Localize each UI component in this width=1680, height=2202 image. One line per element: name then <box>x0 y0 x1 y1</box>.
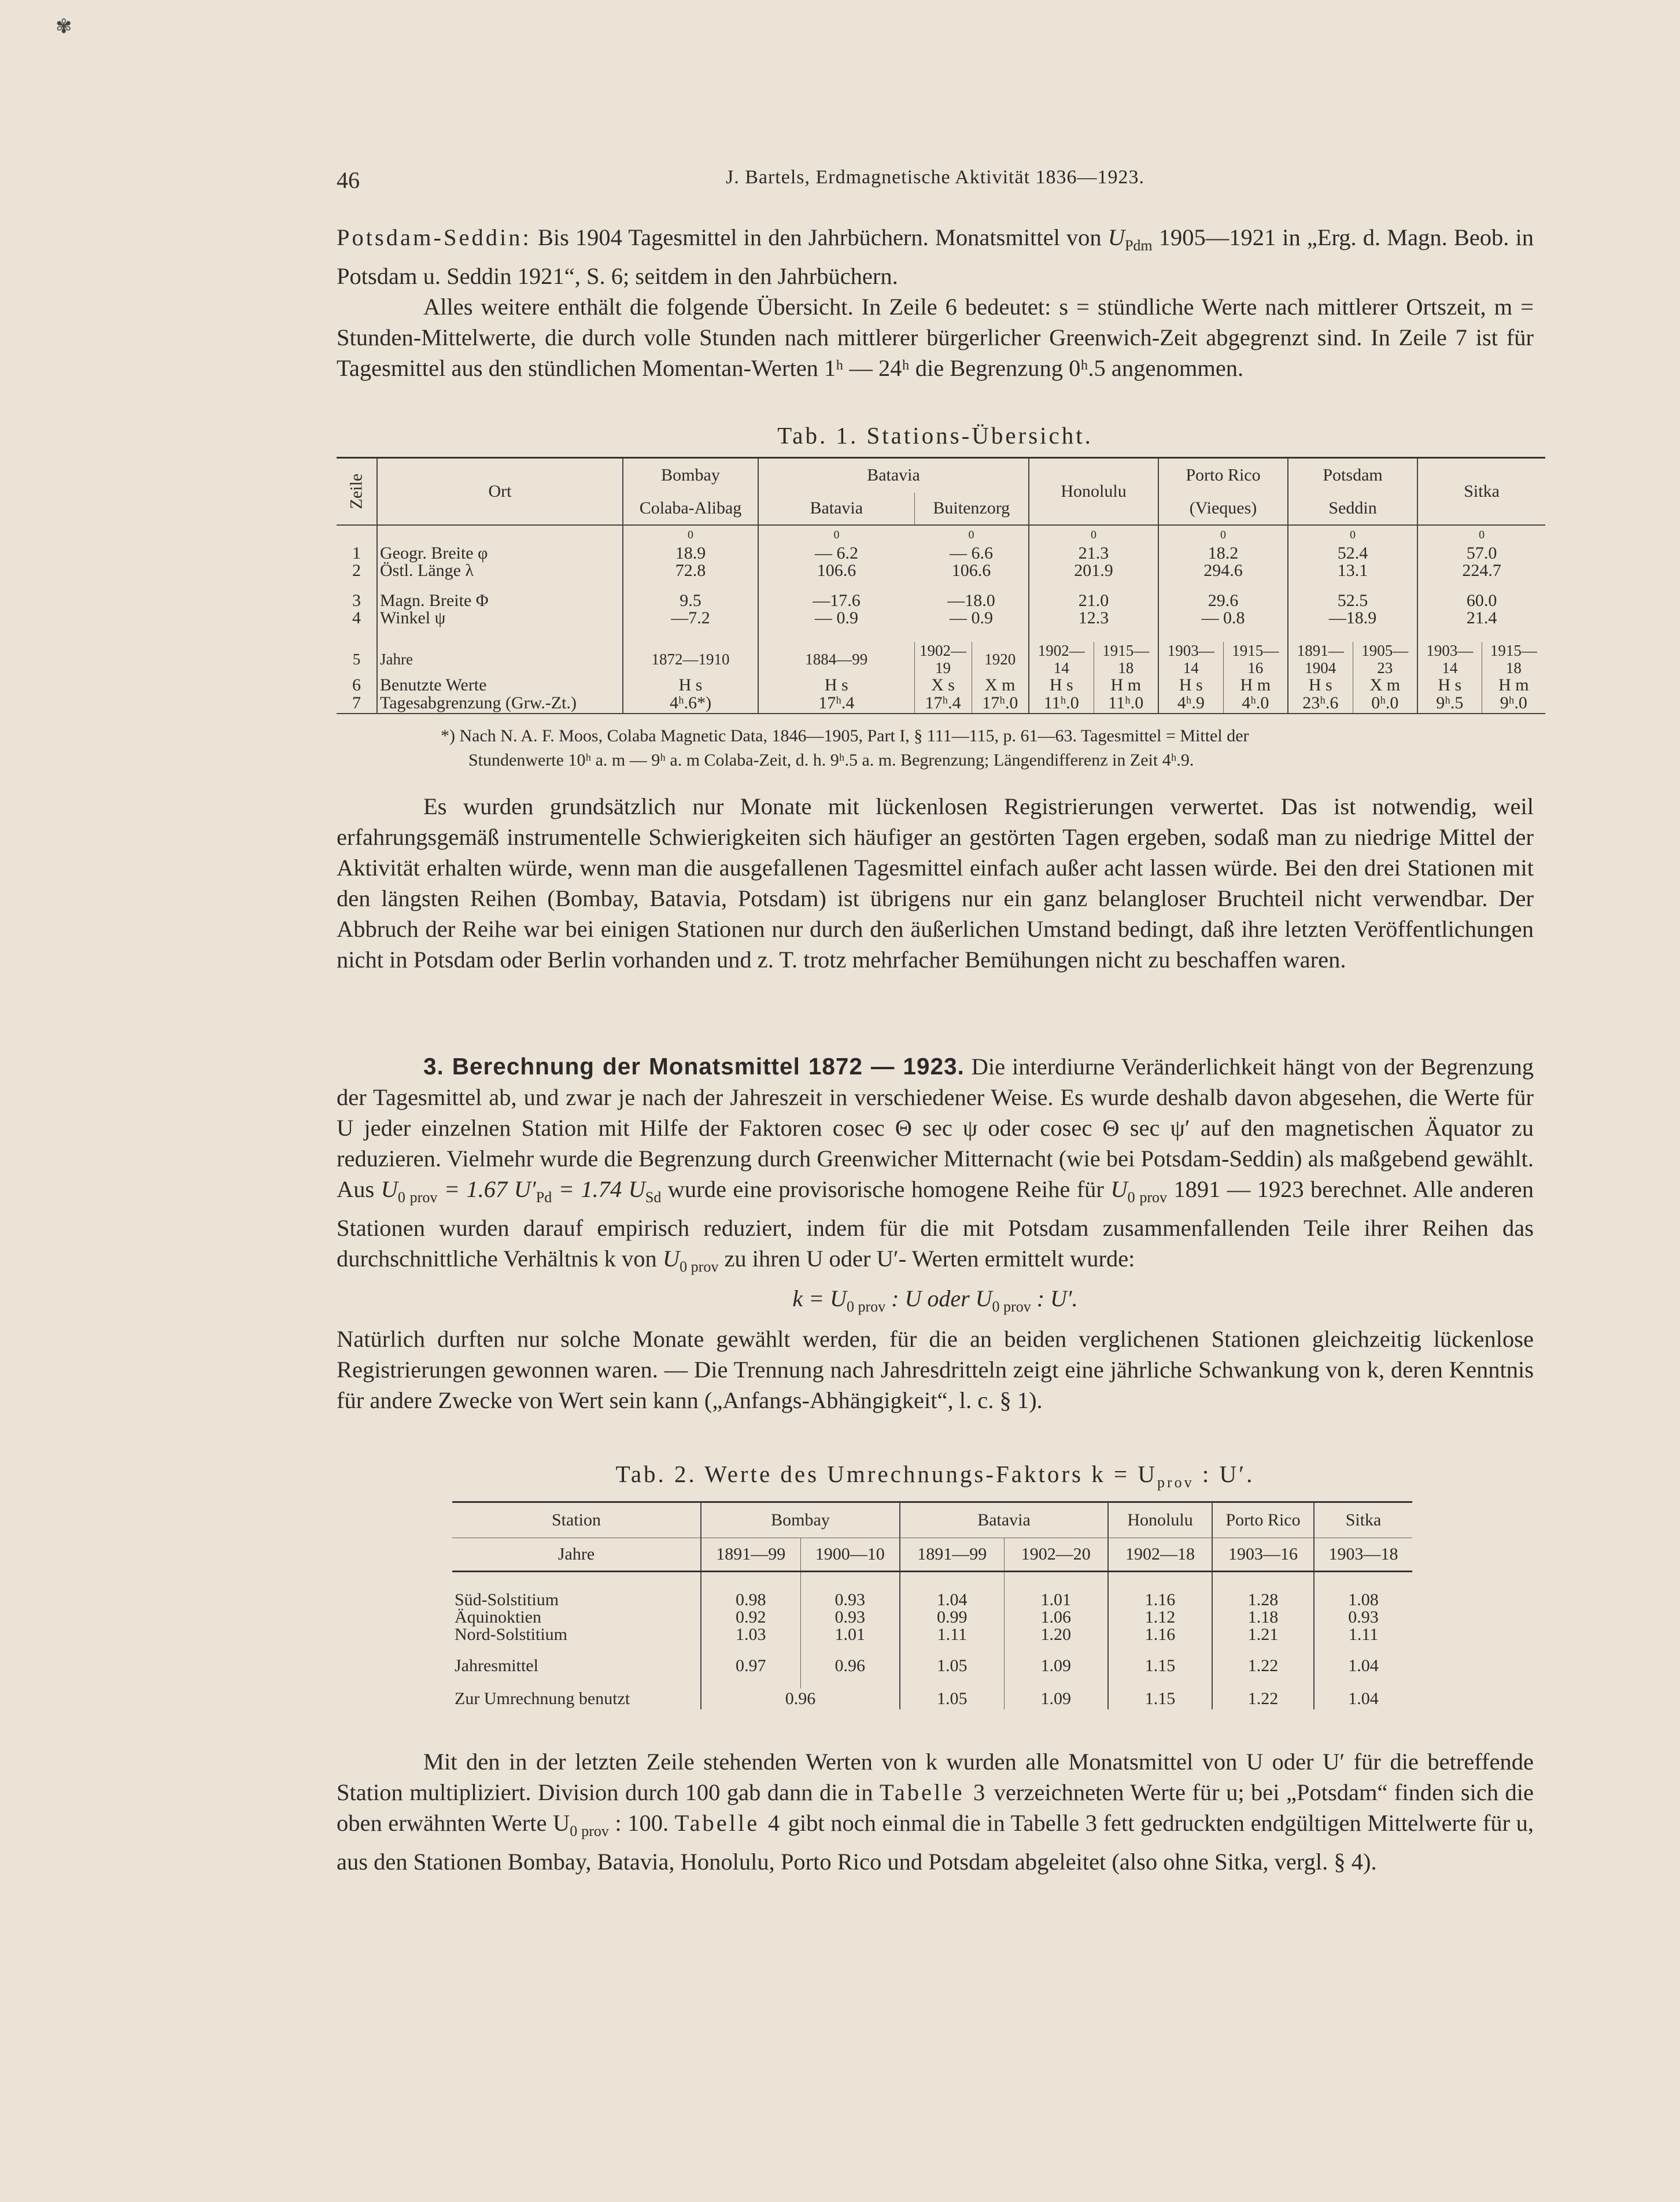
footnote-line-1: *) Nach N. A. F. Moos, Colaba Magnetic Data, 1846—1905, Part I, § 111—115, p. 61—63. Tagesmittel = Mittel der <box>441 726 1249 745</box>
sym-u0-2: U <box>1110 1176 1128 1202</box>
table1-caption-text: Tab. 1. Stations-Übersicht. <box>777 422 1093 449</box>
eq-part-b: = 1.74 U <box>552 1176 645 1202</box>
sym-u0-3: U <box>662 1246 680 1272</box>
t1-head-batavia: Batavia <box>758 458 1029 493</box>
section3-text-b: wurde eine provisorische homogene Reihe für <box>661 1176 1111 1202</box>
section3-paragraph <box>337 1051 1534 1282</box>
table1-block <box>337 457 1537 714</box>
t1-head-portorico: Porto Rico <box>1158 458 1288 493</box>
eq-part-a: = 1.67 U′ <box>437 1176 536 1202</box>
formula-k: $k = U_{0 prov}$ : U oder $U_{0 prov}$ : U′. <box>792 1285 1078 1316</box>
intro-text-b: 1905—1921 in „Erg. d. Magn. Beob. in Potsdam u. Seddin 1921“, S. 6; seitdem in den Jahrbüchern. <box>337 224 1534 290</box>
t1-head-portorico-sub: (Vieques) <box>1158 493 1288 525</box>
running-title: J. Bartels, Erdmagnetische Aktivität 1836—1923. <box>725 167 1145 188</box>
t1-row-2: 2 Östl. Länge λ 72.8 106.6 106.6 201.9 294.6 13.1 224.7 <box>337 562 1545 579</box>
t1-head-sitka: Sitka <box>1417 458 1545 525</box>
t2-head-sitka: Sitka <box>1314 1502 1412 1538</box>
t2-head-bombay: Bombay <box>701 1502 900 1538</box>
closing-paragraph: Mit den in der letzten Zeile stehenden Werten von k wurden alle Monatsmittel von U oder U′ für die betreffende Station multipliziert. Division durch 100 gab dann die in Tabelle 3 verzeichneten Werte für u; bei „Potsdam“ finden sich die oben erwähnten Werte $U_{0 prov}$ : 100. Tabelle 4 gibt noch einmal die in Tabelle 3 fett gedruckten endgültigen Mittelwerte für u, aus den Stationen Bombay, Batavia, Honolulu, Porto Rico und Potsdam abgeleitet (also ohne Sitka, vergl. § 4). <box>337 1749 1534 1875</box>
running-header <box>337 167 1534 195</box>
table2 <box>452 1501 1412 1709</box>
intro-block <box>337 222 1534 383</box>
section3-block <box>337 1051 1534 1416</box>
t1-row-4: 4 Winkel ψ —7.2 — 0.9 — 0.9 12.3 — 0.8 —18.9 21.4 <box>337 609 1545 627</box>
t1-head-honolulu: Honolulu <box>1029 458 1158 525</box>
t2-row-aequinoktien: Äquinoktien 0.92 0.93 0.99 1.06 1.12 1.18 0.93 <box>452 1609 1412 1626</box>
t2-head-honolulu: Honolulu <box>1108 1502 1212 1538</box>
t1-row-6: 6 Benutzte Werte H s H s X s X m H s H m H s H m H s X m H s H m <box>337 677 1545 694</box>
section3-text-a: Die interdiurne Veränderlichkeit hängt von der Begrenzung der Tagesmittel ab, und zwar je nach der Jahreszeit in verschiedener Weise. Es wurde deshalb davon abgesehen, die Werte für U jeder einzelnen Station mit Hilfe der Faktoren cosec Θ sec ψ oder cosec Θ sec ψ′ auf den magnetischen Äquator zu reduzieren. Vielmehr wurde die Begrenzung durch Greenwicher Mitternacht (wie bei Potsdam-Seddin) als maßgebend gewählt. Aus <box>337 1054 1534 1202</box>
sym-0prov-2: 0 prov <box>1127 1189 1167 1206</box>
t1-head-potsdam: Potsdam <box>1288 458 1417 493</box>
t2-head-batavia: Batavia <box>900 1502 1108 1538</box>
t2-head-portorico: Porto Rico <box>1212 1502 1314 1538</box>
t2-head-station: Station <box>551 1510 601 1529</box>
station-name: Potsdam-Seddin: <box>337 224 531 250</box>
paragraph-luecken: Es wurden grundsätzlich nur Monate mit lückenlosen Registrierungen verwertet. Das ist notwendig, weil erfahrungsgemäß instrumentelle Schwierigkeiten sich häufiger an gestörten Tagen ergeben, sodaß man zu niedrige Mittel der Aktivität erhalten würde, wenn man die ausgefallenen Tagesmittel einfach außer acht lassen würde. Bei den drei Stationen mit den längsten Reihen (Bombay, Batavia, Potsdam) ist übrigens nur ein ganz belangloser Bruchteil nicht verwendbar. Der Abbruch der Reihe war bei einigen Stationen nur durch den äußerlichen Umstand bedingt, daß ihre letzten Veröffentlichungen nicht in Potsdam oder Berlin vorhanden und z. T. trotz mehrfacher Bemühungen nicht zu beschaffen waren. <box>337 793 1534 973</box>
table1-footnote <box>441 724 1482 773</box>
t1-row-5: 5 Jahre 1872—1910 1884—99 1902—19 1920 1902—14 1915—18 1903—14 1915—16 1891—1904 1905—23 1903—14 1915—18 <box>337 642 1545 677</box>
sym-pd: Pd <box>536 1189 552 1206</box>
t1-row-3: 3 Magn. Breite Φ 9.5 —17.6 —18.0 21.0 29.6 52.5 60.0 <box>337 592 1545 609</box>
symbol-sub: Pdm <box>1124 237 1153 254</box>
table2-caption <box>337 1460 1534 1497</box>
table1 <box>337 457 1545 714</box>
t1-row-1: 1 Geogr. Breite φ 18.9 — 6.2 — 6.6 21.3 18.2 52.4 57.0 <box>337 545 1545 562</box>
sym-0prov-3: 0 prov <box>680 1258 719 1276</box>
t1-head-zeile: Zeile <box>337 458 377 525</box>
ref-tabelle-3: Tabelle 3 <box>879 1779 988 1805</box>
t1-head-batavia-sub2: Buitenzorg <box>914 493 1029 525</box>
t1-head-bombay-sub: Colaba-Alibag <box>623 493 758 525</box>
t1-head-potsdam-sub: Seddin <box>1288 493 1417 525</box>
para-block-luecken <box>337 791 1534 975</box>
t1-head-batavia-sub1: Batavia <box>758 493 914 525</box>
t2-row-umrechnung: Zur Umrechnung benutzt 0.96 1.05 1.09 1.15 1.22 1.04 <box>452 1689 1412 1709</box>
section3-text-c: 1891 — 1923 berechnet. Alle anderen Stationen wurden darauf empirisch reduziert, indem für die mit Potsdam zusammenfallenden Teile ihrer Reihen das durchschnittliche Verhältnis k von <box>337 1176 1534 1272</box>
symbol-u: U <box>1107 224 1125 250</box>
table1-caption <box>337 421 1534 450</box>
intro-paragraph-uebersicht: Alles weitere enthält die folgende Übersicht. In Zeile 6 bedeutet: s = stündliche Werte nach mittlerer Ortszeit, m = Stunden-Mittelwerte, die durch volle Stunden nach mittlerer bürgerlicher Greenwich-Zeit abgegrenzt sind. In Zeile 7 ist für Tagesmittel aus den stündlichen Momentan-Werten 1ʰ — 24ʰ die Begrenzung 0ʰ.5 angenommen. <box>337 294 1534 382</box>
closing-block <box>337 1746 1534 1877</box>
sym-0prov: 0 prov <box>397 1189 438 1206</box>
section3-text-d: zu ihren U oder U′- Werten ermittelt wurde: <box>718 1246 1135 1272</box>
sym-sd: Sd <box>645 1189 662 1206</box>
t2-years-row: Jahre 1891—99 1900—10 1891—99 1902—20 1902—18 1903—16 1903—18 <box>452 1538 1412 1572</box>
page-number: 46 <box>337 167 360 193</box>
sym-u0: U <box>381 1176 398 1202</box>
ref-tabelle-4: Tabelle 4 <box>674 1810 782 1836</box>
corner-ornament: ✾ <box>56 16 72 38</box>
footnote-line-2: Stundenwerte 10ʰ a. m — 9ʰ a. m Colaba-Zeit, d. h. 9ʰ.5 a. m. Begrenzung; Längendifferenz in Zeit 4ʰ.9. <box>468 751 1194 770</box>
t1-head-bombay: Bombay <box>623 458 758 493</box>
section3-heading: 3. Berechnung der Monatsmittel 1872 — 1923. <box>423 1053 965 1080</box>
intro-text-a: Bis 1904 Tagesmittel in den Jahrbüchern. Monatsmittel von <box>531 224 1108 250</box>
intro-paragraph-potsdam <box>337 222 1534 291</box>
t2-row-jahresmittel: Jahresmittel 0.97 0.96 1.05 1.09 1.15 1.22 1.04 <box>452 1657 1412 1675</box>
t2-row-sued: Süd-Solstitium 0.98 0.93 1.04 1.01 1.16 1.28 1.08 <box>452 1591 1412 1609</box>
t1-degree-row: 0 0 0 0 0 0 0 <box>337 525 1545 545</box>
section3-paragraph-2: Natürlich durften nur solche Monate gewählt werden, für die an beiden verglichenen Stationen gleichzeitig lückenlose Registrierungen gewonnen waren. — Die Trennung nach Jahresdritteln zeigt eine jährliche Schwankung von k, deren Kenntnis für andere Zwecke von Wert sein kann („Anfangs-Abhängigkeit“, l. c. § 1). <box>337 1326 1534 1414</box>
t1-head-ort: Ort <box>377 458 623 525</box>
t1-row-7: 7 Tagesabgrenzung (Grw.-Zt.) 4ʰ.6*) 17ʰ.4 17ʰ.4 17ʰ.0 11ʰ.0 11ʰ.0 4ʰ.9 4ʰ.0 23ʰ.6 0ʰ.0 9ʰ.5 9ʰ.0 <box>337 694 1545 714</box>
table2-block <box>452 1501 1412 1709</box>
table2-caption-text: Tab. 2. Werte des Umrechnungs-Faktors $k = U_{prov}$ : U′. <box>615 1461 1255 1491</box>
t2-row-nord: Nord-Solstitium 1.03 1.01 1.11 1.20 1.16 1.21 1.11 <box>452 1626 1412 1643</box>
